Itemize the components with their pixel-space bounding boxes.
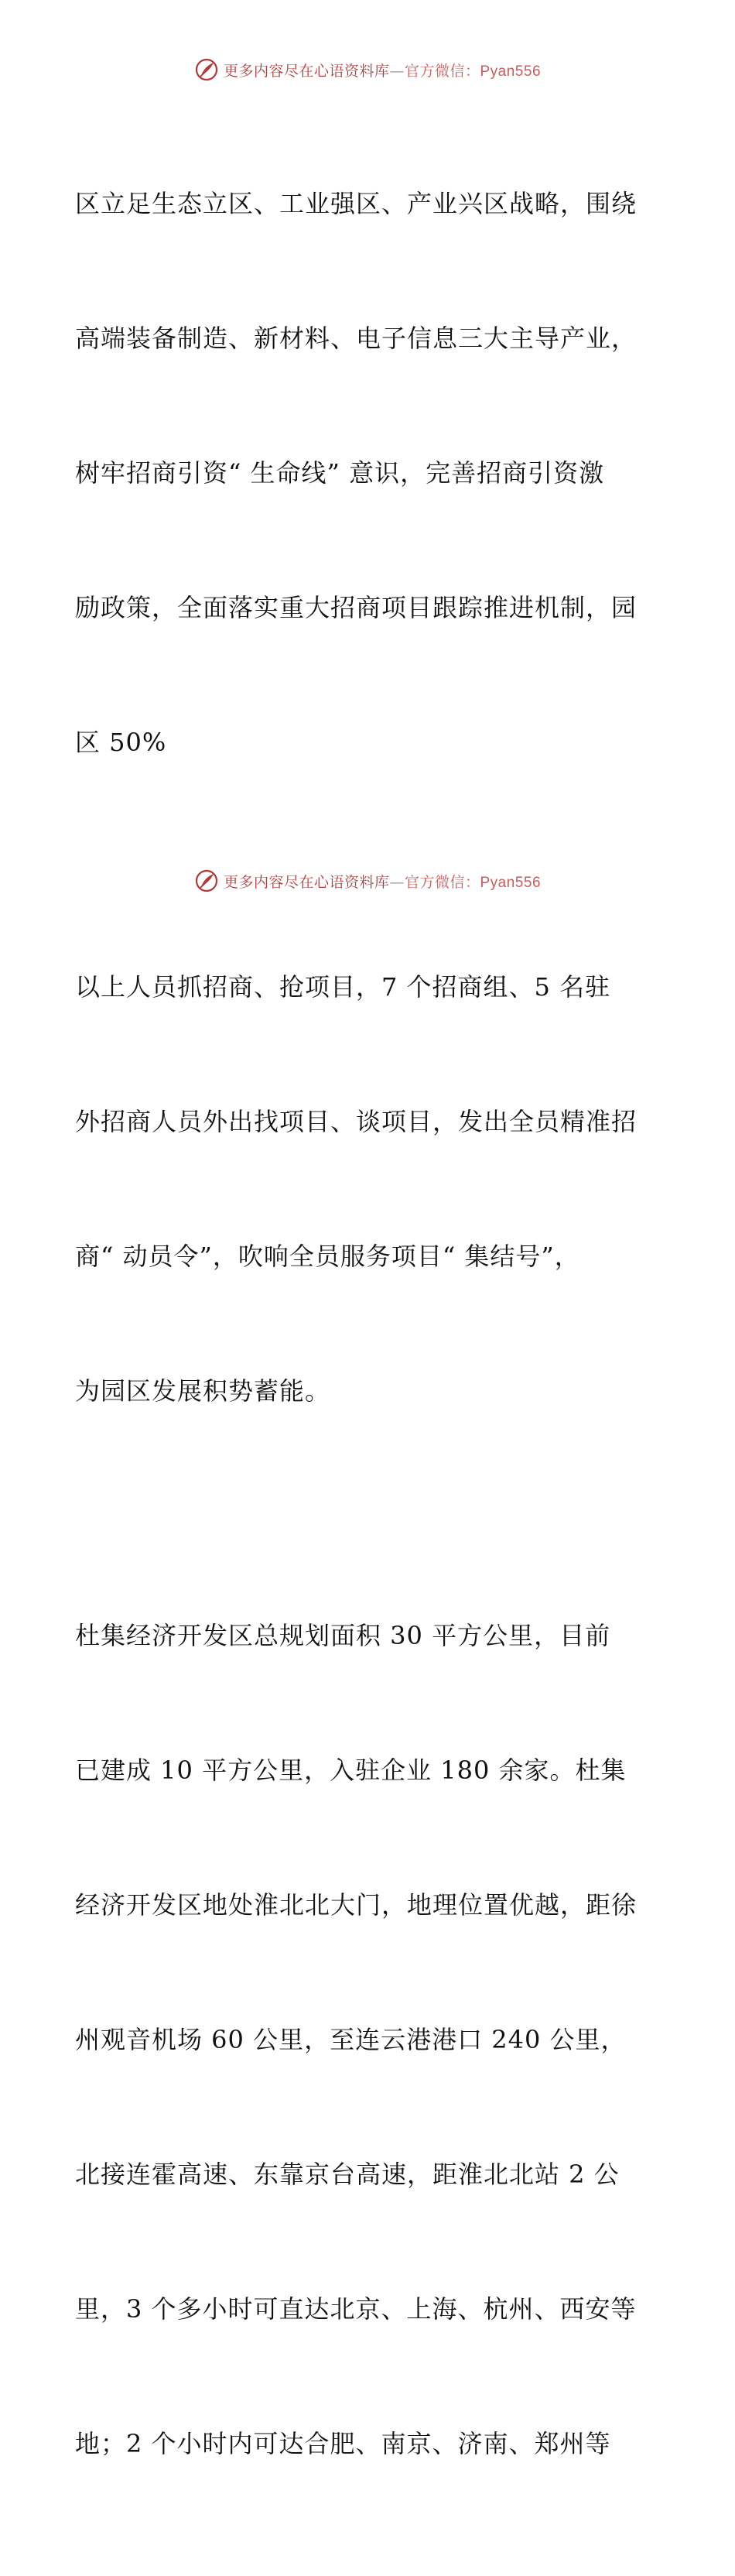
text-line: 区 50% [75, 728, 167, 757]
page-header-watermark [0, 54, 735, 85]
paragraph-1 [75, 91, 663, 855]
text-line: 树牢招商引资“ 生命线” 意识，完善招商引资激 [75, 458, 605, 488]
paragraph-3 [75, 1523, 663, 2556]
text-line: 里，3 个多小时可直达北京、上海、杭州、西安等 [75, 2294, 637, 2324]
text-line: 商“ 动员令”，吹响全员服务项目“ 集结号”， [75, 1242, 580, 1271]
watermark-site: 更多内容尽在心语资料库 [223, 873, 390, 891]
feather-pen-logo-icon [194, 57, 219, 82]
text-line: 高端装备制造、新材料、电子信息三大主导产业， [75, 324, 638, 353]
text-line: 杜集经济开发区总规划面积 30 平方公里，目前 [75, 1621, 611, 1650]
watermark-wechat-label: 官方微信： [404, 62, 480, 80]
text-line: 已建成 10 平方公里，入驻企业 180 余家。杜集 [75, 1756, 627, 1785]
text-line: 北接连霍高速、东靠京台高速，距淮北北站 2 公 [75, 2160, 620, 2189]
text-line: 以上人员抓招商、抢项目，7 个招商组、5 名驻 [75, 972, 611, 1002]
paragraph-2 [75, 875, 663, 1503]
document-body [75, 91, 663, 2576]
watermark-wechat-id: Pyan556 [480, 874, 542, 891]
text-line: 励政策，全面落实重大招商项目跟踪推进机制，园 [75, 593, 638, 622]
text-line: 为园区发展积势蓄能。 [75, 1376, 331, 1406]
watermark-text [224, 871, 541, 892]
watermark-wechat-id: Pyan556 [480, 63, 542, 80]
watermark-separator: — [389, 62, 405, 80]
watermark-text [224, 60, 541, 80]
page-footer-watermark [0, 865, 735, 896]
text-line: 外招商人员外出找项目、谈项目，发出全员精准招 [75, 1107, 638, 1136]
watermark-wechat-label: 官方微信： [404, 873, 480, 891]
watermark-site: 更多内容尽在心语资料库 [223, 62, 390, 80]
text-line: 地；2 个小时内可达合肥、南京、济南、郑州等 [75, 2429, 611, 2458]
feather-pen-logo-icon [194, 868, 219, 893]
text-line: 州观音机场 60 公里，至连云港港口 240 公里， [75, 2025, 627, 2054]
text-line: 经济开发区地处淮北北大门，地理位置优越，距徐 [75, 1890, 638, 1920]
watermark-separator: — [389, 873, 405, 891]
text-line: 区立足生态立区、工业强区、产业兴区战略，围绕 [75, 189, 638, 218]
